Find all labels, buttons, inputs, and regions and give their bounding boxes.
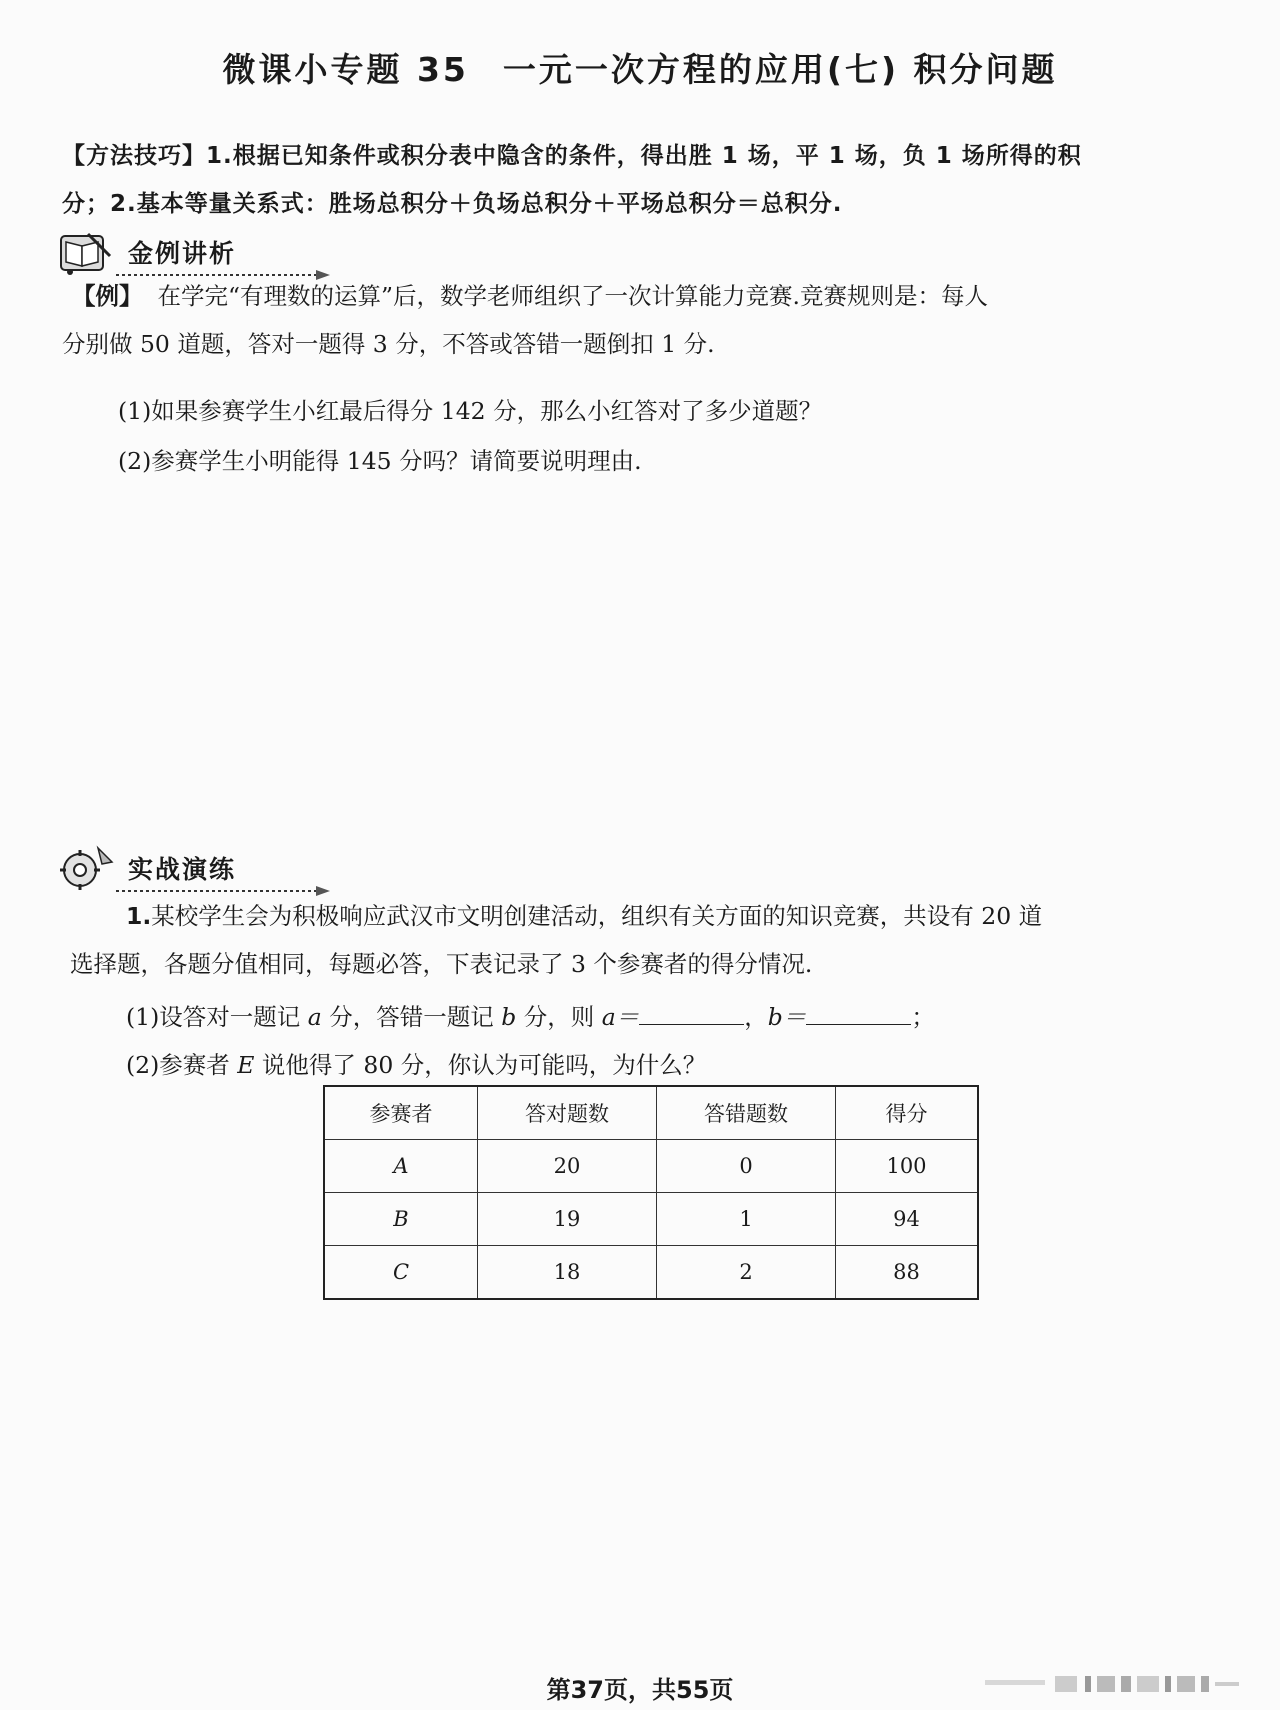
example-line1: 在学完“有理数的运算”后，数学老师组织了一次计算能力竞赛.竞赛规则是：每人 bbox=[157, 282, 988, 310]
table-cell: A bbox=[324, 1140, 478, 1193]
title-subject: 一元一次方程的应用(七) 积分问题 bbox=[502, 50, 1058, 89]
gear-icon bbox=[58, 844, 114, 894]
table-cell: 2 bbox=[657, 1246, 836, 1300]
table-header: 参赛者 bbox=[324, 1086, 478, 1140]
example-section-label: 金例讲析 bbox=[128, 239, 237, 268]
page-footer: 第37页，共55页 bbox=[546, 1676, 734, 1704]
table-header: 答对题数 bbox=[478, 1086, 657, 1140]
book-icon bbox=[58, 228, 114, 278]
method-tag: 【方法技巧】 bbox=[62, 143, 206, 169]
example-problem bbox=[62, 272, 1222, 368]
table-cell: 19 bbox=[478, 1193, 657, 1246]
page-title bbox=[0, 44, 1280, 91]
table-cell: 94 bbox=[836, 1193, 979, 1246]
score-table bbox=[323, 1085, 979, 1300]
table-row bbox=[324, 1246, 978, 1300]
table-cell: 18 bbox=[478, 1246, 657, 1300]
answer-blank-b[interactable] bbox=[806, 1004, 911, 1025]
table-header-row bbox=[324, 1086, 978, 1140]
practice-number: 1. bbox=[126, 902, 152, 930]
table-row bbox=[324, 1140, 978, 1193]
table-cell: 88 bbox=[836, 1246, 979, 1300]
example-question-1: (1)如果参赛学生小红最后得分 142 分，那么小红答对了多少道题？ bbox=[118, 397, 823, 425]
method-line2: 分；2.基本等量关系式：胜场总积分＋负场总积分＋平场总积分＝总积分. bbox=[62, 191, 843, 217]
practice-line1: 某校学生会为积极响应武汉市文明创建活动，组织有关方面的知识竞赛，共设有 20 道 bbox=[151, 902, 1043, 930]
practice-line2: 选择题，各题分值相同，每题必答，下表记录了 3 个参赛者的得分情况. bbox=[70, 950, 813, 978]
practice-problem bbox=[70, 892, 1230, 988]
table-header: 得分 bbox=[836, 1086, 979, 1140]
example-line2: 分别做 50 道题，答对一题得 3 分，不答或答错一题倒扣 1 分. bbox=[62, 330, 715, 358]
practice-section-label: 实战演练 bbox=[128, 855, 237, 884]
answer-blank-a[interactable] bbox=[639, 1004, 744, 1025]
practice-section-header bbox=[58, 842, 318, 898]
table-cell: B bbox=[324, 1193, 478, 1246]
table-header: 答错题数 bbox=[657, 1086, 836, 1140]
scan-artifact-mark bbox=[985, 1668, 1245, 1698]
method-line1: 1.根据已知条件或积分表中隐含的条件，得出胜 1 场，平 1 场，负 1 场所得的积 bbox=[206, 143, 1082, 169]
practice-question-2: (2)参赛者 E 说他得了 80 分，你认为可能吗，为什么？ bbox=[126, 1051, 707, 1079]
method-tips bbox=[62, 132, 1222, 228]
example-tag: 【例】 bbox=[72, 282, 143, 310]
title-topic: 微课小专题 35 bbox=[222, 50, 469, 89]
table-cell: 20 bbox=[478, 1140, 657, 1193]
table-cell: 1 bbox=[657, 1193, 836, 1246]
table-cell: C bbox=[324, 1246, 478, 1300]
table-cell: 100 bbox=[836, 1140, 979, 1193]
example-question-2: (2)参赛学生小明能得 145 分吗？请简要说明理由. bbox=[118, 447, 642, 475]
table-cell: 0 bbox=[657, 1140, 836, 1193]
practice-question-1: (1)设答对一题记 a 分，答错一题记 b 分，则 a＝ ，b＝ ； bbox=[126, 1003, 935, 1031]
table-row bbox=[324, 1193, 978, 1246]
